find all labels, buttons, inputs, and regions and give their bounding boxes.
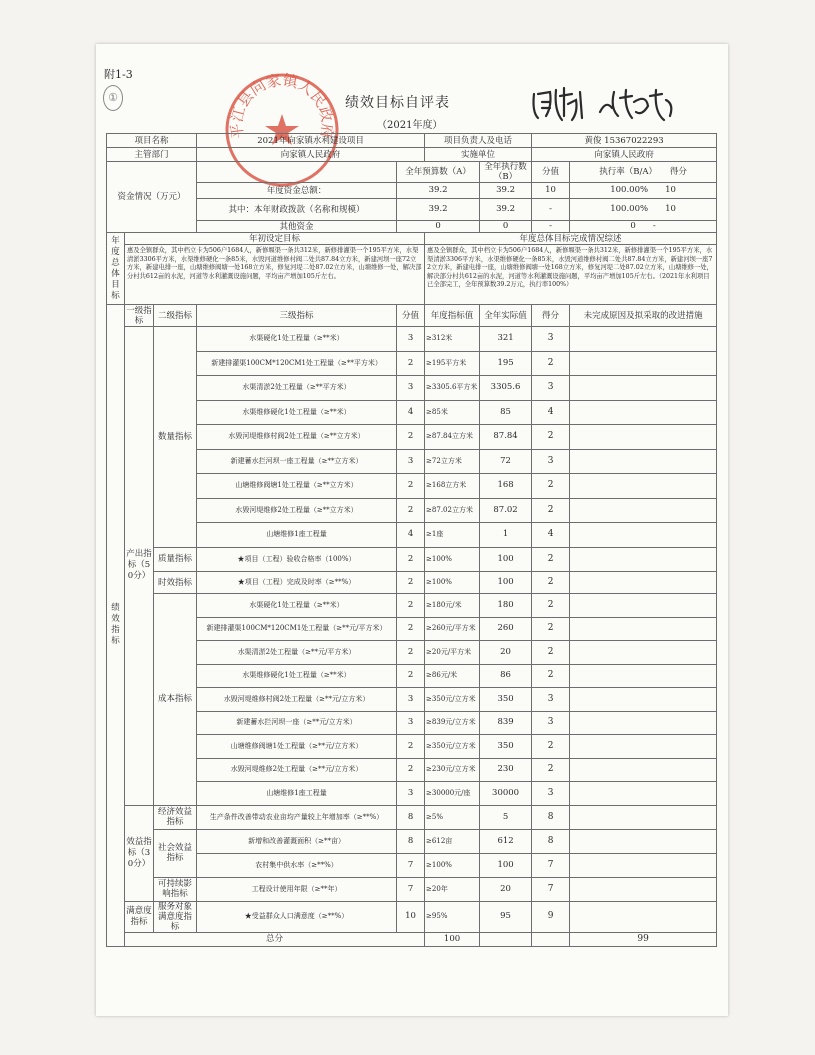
indicator-reason xyxy=(570,782,717,806)
table-row xyxy=(107,498,717,523)
indicator-reason xyxy=(570,376,717,401)
indicator-actual: 20 xyxy=(480,641,532,665)
funds-fiscal-exec: 39.2 xyxy=(480,199,532,221)
funds-other-plan: 0 xyxy=(397,221,480,233)
indicator-weight: 8 xyxy=(397,805,425,829)
indicator-actual: 1 xyxy=(480,523,532,548)
l2-indicator-label: 社会效益指标 xyxy=(154,829,197,877)
table-row xyxy=(107,877,717,901)
table-row xyxy=(107,664,717,688)
l3-indicator-name: 水毁河堤维修村阀2处工程量（≥**元/立方米） xyxy=(197,688,397,712)
indicator-target: ≥612亩 xyxy=(425,829,480,853)
indicator-score: 3 xyxy=(532,376,570,401)
indicator-score: 2 xyxy=(532,351,570,376)
indicator-weight: 2 xyxy=(397,498,425,523)
indicator-score: 4 xyxy=(532,523,570,548)
indicator-target: ≥87.84立方米 xyxy=(425,425,480,450)
indicator-target: ≥100% xyxy=(425,572,480,594)
indicator-actual: 350 xyxy=(480,735,532,759)
table-row xyxy=(107,853,717,877)
indicator-target: ≥86元/米 xyxy=(425,664,480,688)
indicator-target: ≥312米 xyxy=(425,327,480,352)
indicator-weight: 4 xyxy=(397,523,425,548)
target-header: 年度指标值 xyxy=(425,305,480,327)
indicator-score: 8 xyxy=(532,829,570,853)
indicator-actual: 168 xyxy=(480,474,532,499)
indicator-score: 2 xyxy=(532,735,570,759)
indicator-reason xyxy=(570,572,717,594)
indicator-weight: 2 xyxy=(397,425,425,450)
table-body xyxy=(107,134,717,947)
project-name-label: 项目名称 xyxy=(107,134,197,148)
indicator-reason xyxy=(570,853,717,877)
indicator-score: 8 xyxy=(532,805,570,829)
table-row xyxy=(107,162,717,183)
table-row xyxy=(107,688,717,712)
indicator-target: ≥230元/立方米 xyxy=(425,758,480,782)
total-blank-actual xyxy=(532,932,570,946)
indicator-reason xyxy=(570,735,717,759)
indicator-actual: 86 xyxy=(480,664,532,688)
indicator-target: ≥5% xyxy=(425,805,480,829)
table-row xyxy=(107,711,717,735)
indicator-actual: 30000 xyxy=(480,782,532,806)
table-row xyxy=(107,449,717,474)
l1-indicator-label: 产出指标（50分） xyxy=(125,327,154,806)
l2-indicator-label: 经济效益指标 xyxy=(154,805,197,829)
table-row xyxy=(107,735,717,759)
l3-indicator-name: 新建蓄水拦河坝一座工程量（≥**立方米） xyxy=(197,449,397,474)
year-label: （2021年度） xyxy=(377,120,443,131)
table-row xyxy=(107,305,717,327)
indicator-score: 7 xyxy=(532,877,570,901)
score-header: 得分 xyxy=(532,305,570,327)
indicator-reason xyxy=(570,711,717,735)
l3-indicator-name: 工程设计使用年限（≥**年） xyxy=(197,877,397,901)
indicator-reason xyxy=(570,400,717,425)
funds-fiscal-rate: 100.00% xyxy=(610,204,649,214)
indicator-score: 7 xyxy=(532,853,570,877)
indicator-actual: 350 xyxy=(480,688,532,712)
funds-total-score: 10 xyxy=(665,185,676,195)
l3-indicator-name: 水渠硬化1处工程量（≥**米） xyxy=(197,594,397,618)
indicator-weight: 2 xyxy=(397,572,425,594)
funds-fiscal-label: 其中：本年财政拨款（名称和规模） xyxy=(197,199,397,221)
indicator-weight: 3 xyxy=(397,711,425,735)
table-row xyxy=(107,183,717,199)
indicator-actual: 180 xyxy=(480,594,532,618)
indicator-weight: 2 xyxy=(397,664,425,688)
funds-total-rate: 100.00% xyxy=(610,185,649,195)
evaluation-table xyxy=(106,133,717,947)
funds-total-plan: 39.2 xyxy=(397,183,480,199)
indicator-weight: 2 xyxy=(397,758,425,782)
table-row xyxy=(107,617,717,641)
l3-indicator-name: ★受益群众人口满意度（≥**%） xyxy=(197,901,397,932)
indicator-weight: 2 xyxy=(397,641,425,665)
l2-indicator-label: 质量指标 xyxy=(154,547,197,572)
table-row xyxy=(107,641,717,665)
indicator-actual: 195 xyxy=(480,351,532,376)
indicator-score: 2 xyxy=(532,664,570,688)
indicator-score: 2 xyxy=(532,474,570,499)
indicator-reason xyxy=(570,758,717,782)
indicator-score: 2 xyxy=(532,641,570,665)
indicator-actual: 612 xyxy=(480,829,532,853)
indicator-target: ≥20年 xyxy=(425,877,480,901)
indicator-score: 2 xyxy=(532,547,570,572)
l3-indicator-name: ★项目（工程）完成及时率（≥**%） xyxy=(197,572,397,594)
l3-indicator-name: 水毁河堤维修村阀2处工程量（≥**立方米） xyxy=(197,425,397,450)
l2-indicator-label: 可持续影响指标 xyxy=(154,877,197,901)
indicator-weight: 8 xyxy=(397,829,425,853)
indicator-reason xyxy=(570,617,717,641)
page-mark: ① xyxy=(103,85,123,111)
reason-header: 未完成原因及拟采取的改进措施 xyxy=(570,305,717,327)
table-row xyxy=(107,594,717,618)
indicator-actual: 260 xyxy=(480,617,532,641)
funds-fiscal-score: 10 xyxy=(665,204,676,214)
total-blank-target xyxy=(480,932,532,946)
table-row xyxy=(107,829,717,853)
indicator-target: ≥260元/平方米 xyxy=(425,617,480,641)
funds-other-score: - xyxy=(652,221,656,231)
l1-indicator-label: 满意度指标 xyxy=(125,901,154,932)
indicator-weight: 2 xyxy=(397,351,425,376)
indicator-reason xyxy=(570,523,717,548)
table-row xyxy=(107,805,717,829)
total-score: 99 xyxy=(570,932,717,946)
l2-indicator-label: 成本指标 xyxy=(154,594,197,806)
impl-value: 向家镇人民政府 xyxy=(532,148,717,162)
l3-indicator-name: 山塘维修1座工程量 xyxy=(197,782,397,806)
table-row xyxy=(107,376,717,401)
project-name-value: 2021年向家镇水利建设项目 xyxy=(197,134,425,148)
indicator-score: 2 xyxy=(532,594,570,618)
l2-indicator-label: 时效指标 xyxy=(154,572,197,594)
indicator-reason xyxy=(570,664,717,688)
goals-label: 年度总体目标 xyxy=(107,233,125,305)
funds-header-score: 得分 xyxy=(669,167,687,177)
l3-indicator-name: 水毁河堤维修2处工程量（≥**元/立方米） xyxy=(197,758,397,782)
l3-indicator-name: ★项目（工程）验收合格率（100%） xyxy=(197,547,397,572)
indicator-reason xyxy=(570,829,717,853)
indicator-weight: 10 xyxy=(397,901,425,932)
l2-indicator-label: 服务对象满意度指标 xyxy=(154,901,197,932)
goals-initial-text: 惠及全镇群众，其中档立卡为506户1684人，新修堰渠一条共312米，新修排灌渠一个195平方米，水渠清淤3306平方米，水渠维修硬化一条85米，水毁河道维修村阀二处共87.84立方米，新建河坝一座72立方米，新建电排一座，山塘维修阀塘一处168立方米，修复河堤二处87.02立方米，山塘维修一处，解决部分村共612亩的水泥，河道等水利灌溉设施问题，平均亩产增加105斤左右。 xyxy=(125,245,425,305)
l3-indicator-name: 新建排灌渠100CM*120CM1处工程量（≥**元/平方米） xyxy=(197,617,397,641)
funds-total-weight: 10 xyxy=(532,183,570,199)
table-row xyxy=(107,245,717,305)
indicator-target: ≥350元/立方米 xyxy=(425,735,480,759)
l3-indicator-name: 农村集中供水率（≥**%） xyxy=(197,853,397,877)
indicator-weight: 3 xyxy=(397,376,425,401)
indicator-actual: 87.02 xyxy=(480,498,532,523)
goals-initial-header: 年初设定目标 xyxy=(125,233,425,245)
indicator-target: ≥839元/立方米 xyxy=(425,711,480,735)
indicator-score: 9 xyxy=(532,901,570,932)
indicator-target: ≥20元/平方米 xyxy=(425,641,480,665)
indicator-weight: 3 xyxy=(397,782,425,806)
indicator-reason xyxy=(570,474,717,499)
indicator-reason xyxy=(570,449,717,474)
actual-header: 全年实际值 xyxy=(480,305,532,327)
funds-other-rate: 0 xyxy=(630,221,636,231)
table-row xyxy=(107,932,717,946)
indicator-target: ≥180元/米 xyxy=(425,594,480,618)
indicator-target: ≥100% xyxy=(425,853,480,877)
l3-indicator-name: 生产条件改善带动农业亩均产量较上年增加率（≥**%） xyxy=(197,805,397,829)
indicator-reason xyxy=(570,805,717,829)
table-row xyxy=(107,233,717,245)
indicator-actual: 321 xyxy=(480,327,532,352)
indicator-target: ≥30000元/座 xyxy=(425,782,480,806)
indicator-actual: 100 xyxy=(480,853,532,877)
funds-total-exec: 39.2 xyxy=(480,183,532,199)
indicator-weight: 2 xyxy=(397,617,425,641)
indicator-reason xyxy=(570,877,717,901)
funds-total-rate-score xyxy=(570,183,717,199)
indicator-score: 2 xyxy=(532,617,570,641)
indicator-reason xyxy=(570,351,717,376)
page-title: 绩效目标自评表 xyxy=(345,95,450,111)
table-row xyxy=(107,221,717,233)
indicator-weight: 2 xyxy=(397,594,425,618)
indicator-score: 3 xyxy=(532,327,570,352)
perf-label: 绩效指标 xyxy=(107,305,125,947)
l3-indicator-name: 新增和改善灌溉面积（≥**亩） xyxy=(197,829,397,853)
seal-text: 平江县向家镇人民政府 xyxy=(227,71,337,140)
indicator-reason xyxy=(570,594,717,618)
indicator-score: 2 xyxy=(532,498,570,523)
funds-total-label: 年度资金总额： xyxy=(197,183,397,199)
indicator-actual: 20 xyxy=(480,877,532,901)
l3-indicator-name: 水渠清淤2处工程量（≥**元/平方米） xyxy=(197,641,397,665)
l3-indicator-name: 山塘维修1座工程量 xyxy=(197,523,397,548)
table-row xyxy=(107,134,717,148)
indicator-target: ≥168立方米 xyxy=(425,474,480,499)
indicator-reason xyxy=(570,425,717,450)
table-row xyxy=(107,547,717,572)
table-row xyxy=(107,758,717,782)
indicator-reason xyxy=(570,901,717,932)
l3-indicator-name: 水毁河堤维修2处工程量（≥**立方米） xyxy=(197,498,397,523)
indicator-actual: 3305.6 xyxy=(480,376,532,401)
indicator-weight: 7 xyxy=(397,877,425,901)
total-label: 总分 xyxy=(125,932,425,946)
indicator-actual: 100 xyxy=(480,572,532,594)
indicator-reason xyxy=(570,327,717,352)
indicator-score: 2 xyxy=(532,572,570,594)
indicator-actual: 72 xyxy=(480,449,532,474)
funds-fiscal-plan: 39.2 xyxy=(397,199,480,221)
funds-other-label: 其他资金 xyxy=(197,221,397,233)
dept-value: 向家镇人民政府 xyxy=(197,148,425,162)
indicator-score: 4 xyxy=(532,400,570,425)
l3-indicator-name: 新建排灌渠100CM*120CM1处工程量（≥**平方米） xyxy=(197,351,397,376)
table-row xyxy=(107,572,717,594)
total-weight: 100 xyxy=(425,932,480,946)
indicator-score: 2 xyxy=(532,758,570,782)
table-row xyxy=(107,901,717,932)
indicator-actual: 87.84 xyxy=(480,425,532,450)
funds-other-exec: 0 xyxy=(480,221,532,233)
indicator-weight: 2 xyxy=(397,474,425,499)
l3-indicator-name: 水渠维修硬化1处工程量（≥**米） xyxy=(197,400,397,425)
indicator-target: ≥195平方米 xyxy=(425,351,480,376)
indicator-score: 3 xyxy=(532,688,570,712)
indicator-target: ≥100% xyxy=(425,547,480,572)
funds-other-weight: - xyxy=(532,221,570,233)
indicator-target: ≥85米 xyxy=(425,400,480,425)
indicator-actual: 100 xyxy=(480,547,532,572)
indicator-actual: 230 xyxy=(480,758,532,782)
l3-indicator-name: 山塘维修阀塘1处工程量（≥**元/立方米） xyxy=(197,735,397,759)
impl-label: 实施单位 xyxy=(425,148,532,162)
funds-header-rate: 执行率（B/A） xyxy=(599,167,653,177)
indicator-weight: 3 xyxy=(397,327,425,352)
l3-header: 三级指标 xyxy=(197,305,397,327)
l3-indicator-name: 山塘维修阀塘1处工程量（≥**立方米） xyxy=(197,474,397,499)
funds-header-rate-score xyxy=(570,162,717,183)
l3-indicator-name: 水渠硬化1处工程量（≥**米） xyxy=(197,327,397,352)
funds-fiscal-rate-score xyxy=(570,199,717,221)
indicator-reason xyxy=(570,498,717,523)
indicator-score: 3 xyxy=(532,449,570,474)
l2-header: 二级指标 xyxy=(154,305,197,327)
table-row xyxy=(107,327,717,352)
indicator-weight: 2 xyxy=(397,547,425,572)
funds-label: 资金情况（万元） xyxy=(107,162,197,233)
leader-value: 黄俊 15367022293 xyxy=(532,134,717,148)
goals-actual-header: 年度总体目标完成情况综述 xyxy=(425,233,717,245)
table-row xyxy=(107,523,717,548)
indicator-actual: 85 xyxy=(480,400,532,425)
l3-indicator-name: 水渠清淤2处工程量（≥**平方米） xyxy=(197,376,397,401)
l3-indicator-name: 新建蓄水拦河坝一座（≥**元/立方米） xyxy=(197,711,397,735)
indicator-target: ≥3305.6平方米 xyxy=(425,376,480,401)
l3-indicator-name: 水渠维修硬化1处工程量（≥**米） xyxy=(197,664,397,688)
indicator-weight: 3 xyxy=(397,449,425,474)
indicator-target: ≥72立方米 xyxy=(425,449,480,474)
indicator-reason xyxy=(570,547,717,572)
leader-label: 项目负责人及电话 xyxy=(425,134,532,148)
indicator-target: ≥95% xyxy=(425,901,480,932)
indicator-actual: 839 xyxy=(480,711,532,735)
goals-actual-text: 惠及全镇群众，其中档立卡为506户1684人，新修堰渠一条共312米，新修排灌渠一个195平方米，水渠清淤3306平方米，水渠维修硬化一条85米，水毁河道维修村阀二处共87.84立方米，新建河坝一座72立方米，新建电排一座，山塘维修阀塘一处168立方米，修复河堤二处87.02立方米，山塘维修一处，解决部分村共612亩的水泥，河道等水利灌溉设施问题，平均亩产增加105斤左右。（2021年水利项目已全部完工，全年预算数39.2万元，执行率100%） xyxy=(425,245,717,305)
table-row xyxy=(107,782,717,806)
indicator-target: ≥1座 xyxy=(425,523,480,548)
indicator-score: 2 xyxy=(532,425,570,450)
table-row xyxy=(107,474,717,499)
weight-header: 分值 xyxy=(397,305,425,327)
funds-header-blank xyxy=(197,162,397,183)
table-row xyxy=(107,148,717,162)
indicator-weight: 7 xyxy=(397,853,425,877)
indicator-score: 3 xyxy=(532,711,570,735)
funds-other-rate-score xyxy=(570,221,717,233)
table-row xyxy=(107,425,717,450)
indicator-reason xyxy=(570,641,717,665)
funds-fiscal-weight: - xyxy=(532,199,570,221)
table-row xyxy=(107,351,717,376)
table-row xyxy=(107,400,717,425)
funds-header-weight: 分值 xyxy=(532,162,570,183)
funds-header-plan: 全年预算数（A） xyxy=(397,162,480,183)
indicator-weight: 4 xyxy=(397,400,425,425)
handwritten-signature xyxy=(528,82,678,132)
annex-label: 附1-3 xyxy=(104,68,133,81)
indicator-weight: 2 xyxy=(397,735,425,759)
indicator-reason xyxy=(570,688,717,712)
indicator-score: 3 xyxy=(532,782,570,806)
l1-header: 一级指标 xyxy=(126,305,152,326)
indicator-target: ≥350元/立方米 xyxy=(425,688,480,712)
table-row xyxy=(107,199,717,221)
indicator-target: ≥87.02立方米 xyxy=(425,498,480,523)
indicator-actual: 95 xyxy=(480,901,532,932)
dept-label: 主管部门 xyxy=(107,148,197,162)
l2-indicator-label: 数量指标 xyxy=(154,327,197,548)
l1-indicator-label: 效益指标（30分） xyxy=(125,805,154,901)
indicator-weight: 3 xyxy=(397,688,425,712)
indicator-actual: 5 xyxy=(480,805,532,829)
funds-header-exec: 全年执行数（B） xyxy=(480,162,532,183)
